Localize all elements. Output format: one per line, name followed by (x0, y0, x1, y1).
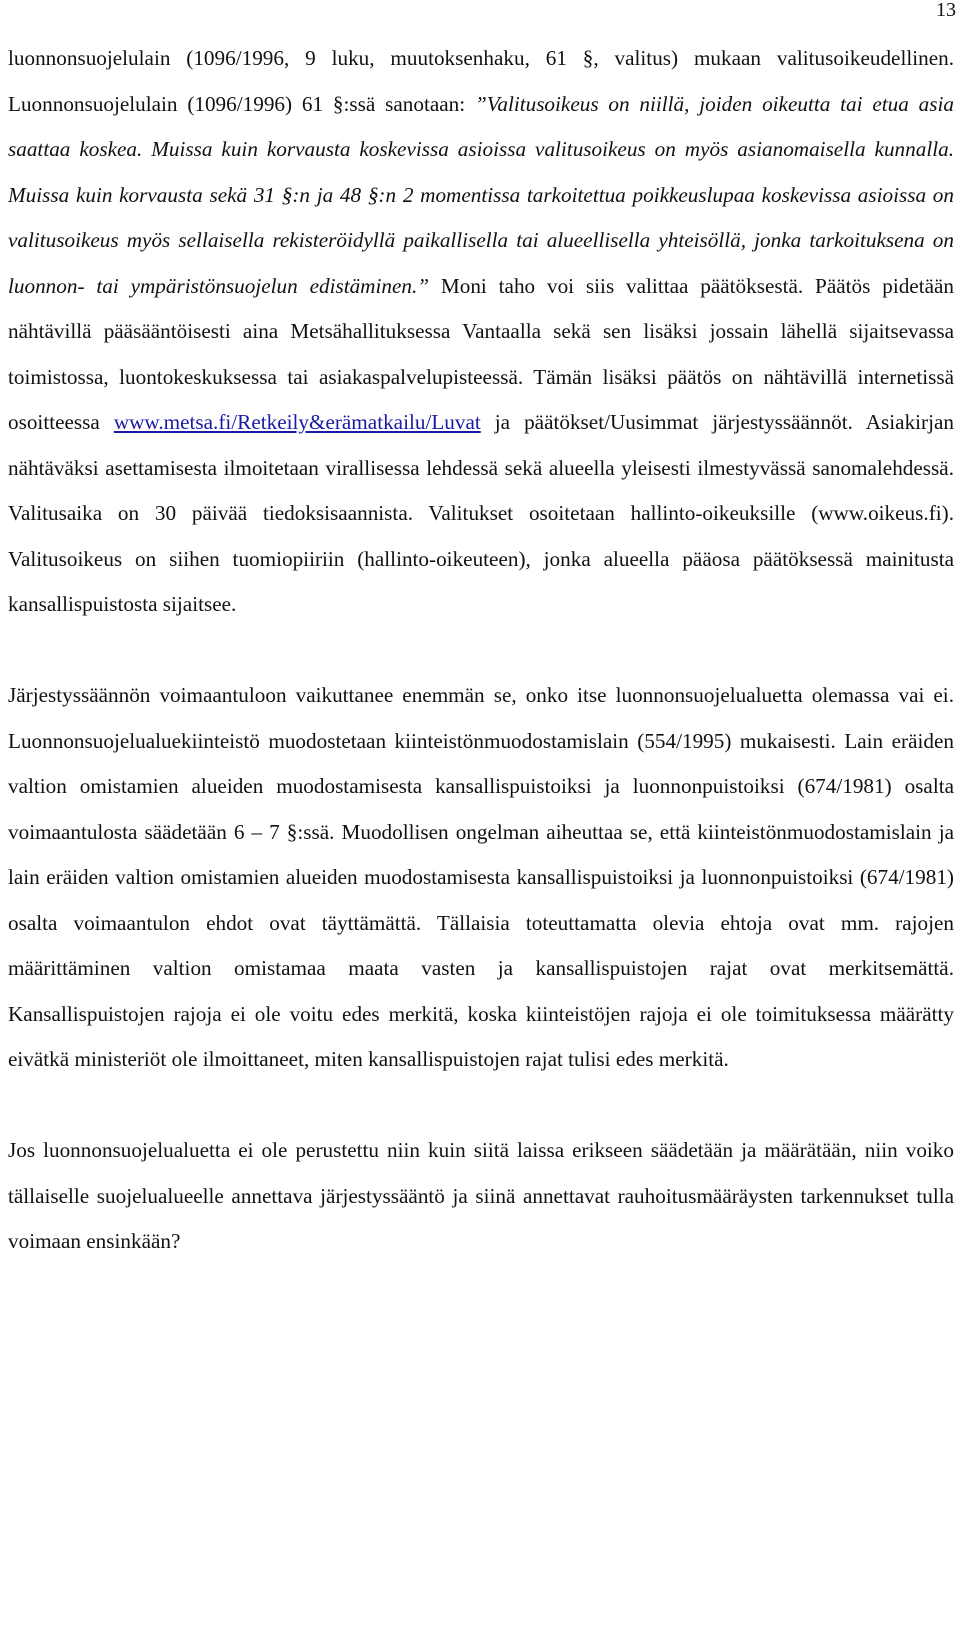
paragraph-1-middle: Moni taho voi siis valittaa päätöksestä. Päätös pidetään nähtävillä pääsääntöisesti aina Metsähallituksessa Vantaalla sekä sen lisäksi jossain lähellä sijaitsevassa toimistossa, luontokeskuksessa tai asiakaspalvelupisteessä. Tämän lisäksi päätös on nähtävillä internetissä osoitteessa (8, 273, 954, 434)
page-number: 13 (936, 0, 956, 21)
paragraph-entry-into-force: Järjestyssäännön voimaantuloon vaikuttanee enemmän se, onko itse luonnonsuojelualuetta olemassa vai ei. Luonnonsuojelualuekiinteistö muodostetaan kiinteistönmuodostamislain (554/1995) mukaisesti. Lain eräiden valtion omistamien alueiden muodostamisesta kansallispuistoiksi ja luonnonpuistoiksi (674/1981) osalta voimaantulosta säädetään 6 – 7 §:ssä. Muodollisen ongelman aiheuttaa se, että kiinteistönmuodostamislain ja lain eräiden valtion omistamien alueiden muodostamisesta kansallispuistoiksi ja luonnonpuistoiksi (674/1981) osalta voimaantulon ehdot ovat täyttämättä. Tällaisia toteuttamatta olevia ehtoja ovat mm. rajojen määrittäminen valtion omistamaa maata vasten ja kansallispuistojen rajat ovat merkitsemättä. Kansallispuistojen rajoja ei ole voitu edes merkitä, koska kiinteistöjen rajoja ei ole toimituksessa määrätty eivätkä ministeriöt ole ilmoittaneet, miten kansallispuistojen rajat tulisi edes merkitä. (8, 683, 954, 1071)
document-body (8, 36, 954, 1265)
paragraph-question: Jos luonnonsuojelualuetta ei ole perustettu niin kuin siitä laissa erikseen säädetään ja määrätään, niin voiko tällaiselle suojelualueelle annettava järjestyssääntö ja siinä annettavat rauhoitusmääräysten tarkennukset tulla voimaan ensinkään? (8, 1138, 954, 1253)
paragraph-1-lead: luonnonsuojelulain (1096/1996, 9 luku, muutoksenhaku, 61 §, valitus) mukaan valitusoikeudellinen. Luonnonsuojelulain (1096/1996) 61 §:ssä sanotaan: (8, 46, 954, 116)
paragraph-1-tail: ja päätökset/Uusimmat järjestyssäännöt. Asiakirjan nähtäväksi asettamisesta ilmoitetaan virallisessa lehdessä sekä alueella yleisesti ilmestyvässä sanomalehdessä. Valitusaika on 30 päivää tiedoksisaannista. Valitukset osoitetaan hallinto-oikeuksille (www.oikeus.fi). Valitusoikeus on siihen tuomiopiiriin (hallinto-oikeuteen), jonka alueella pääosa päätöksessä mainitusta kansallispuistosta sijaitsee. (8, 410, 954, 616)
law-quote: ”Valitusoikeus on niillä, joiden oikeutta tai etua asia saattaa koskea. Muissa kuin korvausta koskevissa asioissa valitusoikeus on myös asianomaisella kunnalla. Muissa kuin korvausta sekä 31 §:n ja 48 §:n 2 momentissa tarkoitettua poikkeuslupaa koskevissa asioissa on valitusoikeus myös sellaisella rekisteröidyllä paikallisella tai alueellisella yhteisöllä, jonka tarkoituksena on luonnon- tai ympäristönsuojelun edistäminen.” (8, 91, 954, 298)
paragraph-appeal-rights (8, 36, 954, 628)
metsa-link[interactable]: www.metsa.fi/Retkeily&erämatkailu/Luvat (113, 410, 481, 434)
